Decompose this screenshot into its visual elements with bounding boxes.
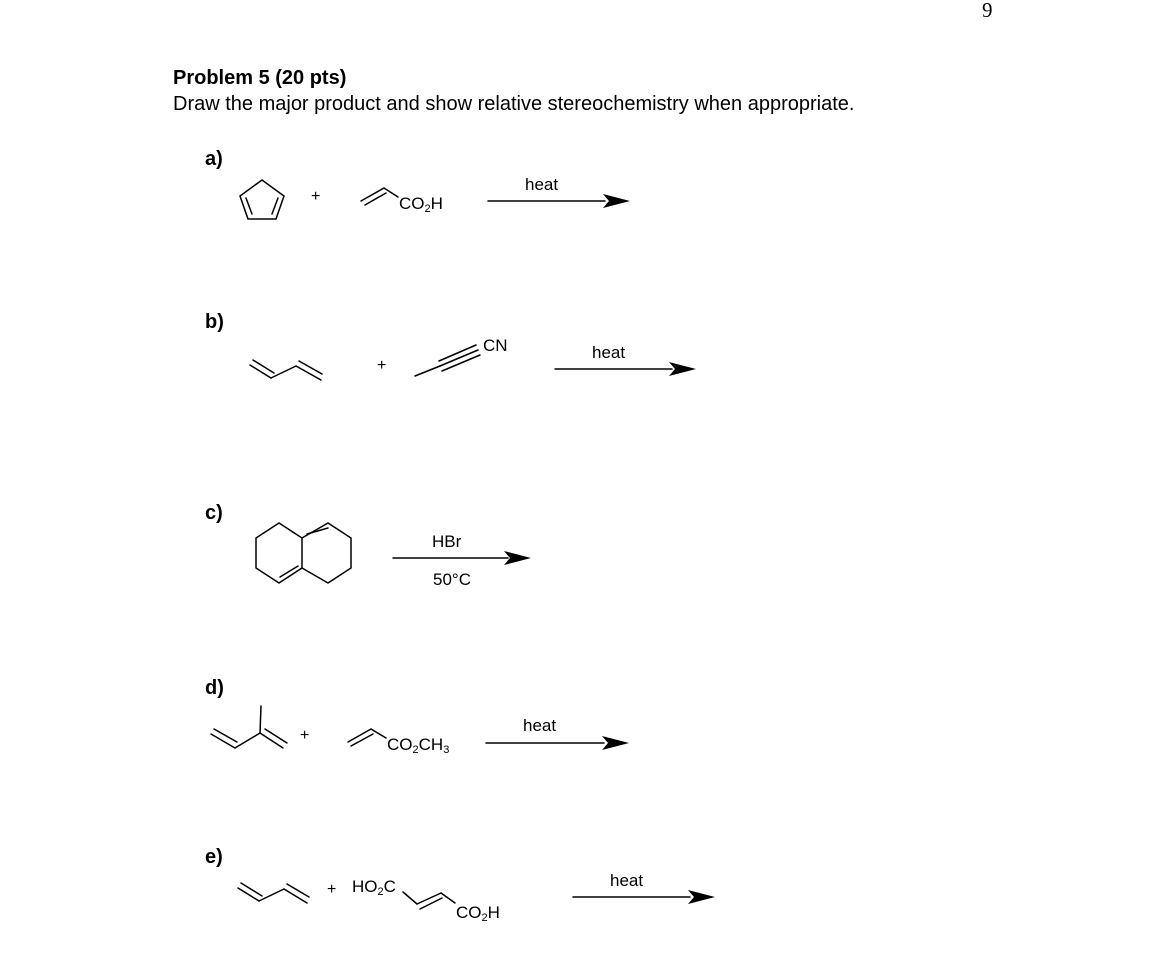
condition-a: heat: [525, 175, 559, 194]
acrylic-acid-vinyl: [361, 188, 398, 205]
alkyne-structure: [415, 345, 480, 376]
part-a-label: a): [205, 148, 223, 170]
cyclopentadiene-structure: [240, 180, 284, 219]
reagent-e-left-formula: $HO_2C$: [352, 877, 396, 898]
isoprene-structure: [211, 706, 287, 748]
page-number: 9: [982, 0, 993, 22]
plus-sign-a: +: [311, 188, 321, 205]
reagent-a-formula: $CO_2H$: [399, 194, 443, 215]
problem-instructions: Draw the major product and show relative stereochemistry when appropriate.: [173, 93, 855, 115]
bicyclic-diene-structure: [256, 523, 351, 583]
fumaric-acid-backbone: [403, 892, 455, 909]
arrow-a-head: [603, 194, 630, 208]
condition-c-bottom: 50°C: [433, 570, 471, 589]
arrow-b-head: [669, 362, 696, 376]
arrow-d-head: [602, 736, 629, 750]
problem-title: Problem 5 (20 pts): [173, 67, 347, 89]
reagent-d-formula: $CO_2CH_3$: [387, 735, 450, 756]
butadiene-structure-e: [238, 883, 309, 903]
plus-sign-d: +: [300, 727, 310, 744]
reagent-b-formula: CN: [483, 336, 508, 355]
plus-sign-b: +: [377, 357, 387, 374]
arrow-e-head: [688, 890, 715, 904]
methyl-acrylate-vinyl: [348, 729, 386, 746]
butadiene-structure-b: [250, 360, 322, 380]
reagent-e-right-formula: $CO_2H$: [456, 903, 500, 924]
part-e-label: e): [205, 846, 223, 868]
part-c-label: c): [205, 502, 223, 524]
condition-c-top: HBr: [432, 532, 462, 551]
condition-b: heat: [592, 343, 626, 362]
condition-e: heat: [610, 871, 644, 890]
condition-d: heat: [523, 716, 557, 735]
plus-sign-e: +: [327, 881, 337, 898]
part-d-label: d): [205, 677, 224, 699]
part-b-label: b): [205, 311, 224, 333]
